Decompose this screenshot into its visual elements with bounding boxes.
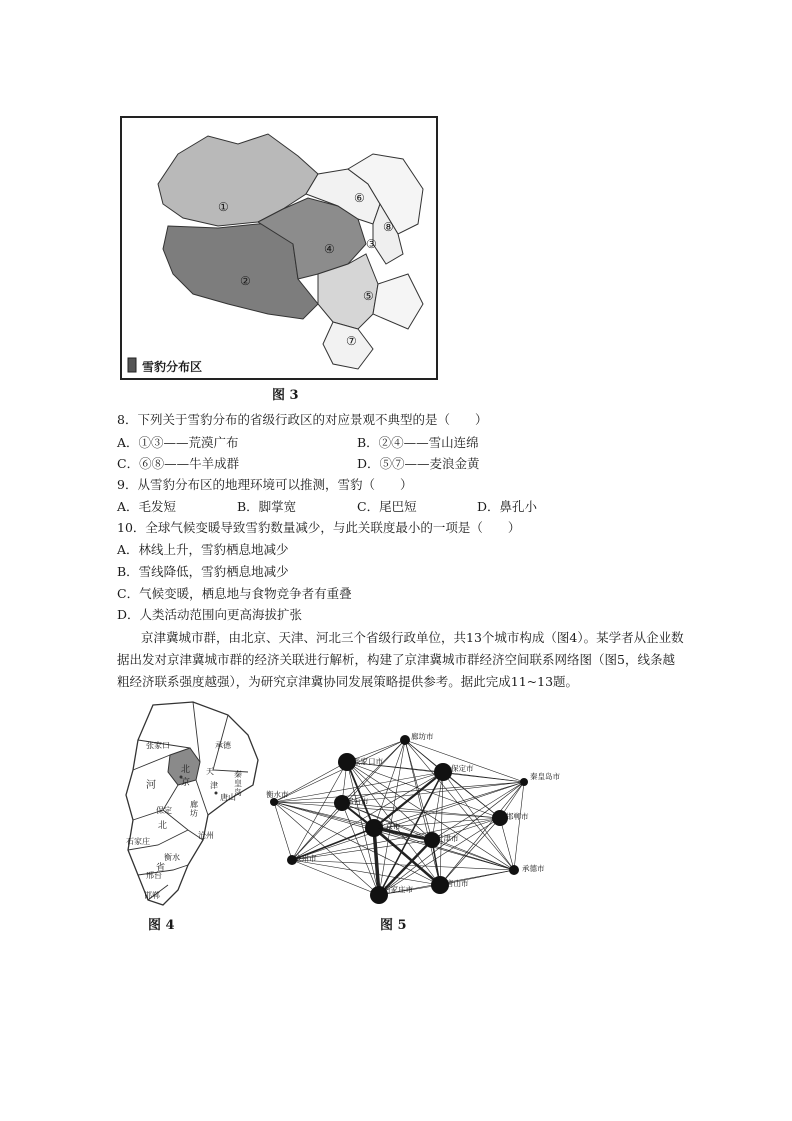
map-legend-label: 雪豹分布区: [142, 360, 203, 374]
question-8-option-b: B．②④——雪山连绵: [357, 435, 479, 450]
snow-leopard-map: [118, 114, 440, 382]
map4-label-he: 河: [146, 780, 156, 791]
network-edge: [292, 860, 440, 885]
question-10-option-d: D．人类活动范围向更高海拔扩张: [117, 607, 303, 622]
figure-4-caption: 图 4: [148, 918, 175, 933]
map4-label-jin: 津: [210, 781, 218, 790]
region-marker-8: ⑧: [383, 220, 394, 234]
map4-label-handan: 邯郸: [144, 891, 160, 900]
region-marker-5: ⑤: [363, 289, 374, 303]
question-9-option-a: A．毛发短: [117, 499, 177, 514]
figure-4-map: [118, 700, 268, 922]
map4-label-zhangjiakou: 张家口: [146, 741, 170, 750]
question-9-option-c: C．尾巴短: [357, 499, 417, 514]
network-edge: [274, 740, 405, 802]
network-edge: [432, 782, 524, 840]
network-node-label: 北京市: [378, 822, 401, 831]
question-10-option-c: C．气候变暖，栖息地与食物竞争者有重叠: [117, 586, 352, 601]
network-node-label: 唐山市: [446, 879, 469, 888]
map4-label-shijiazhuang: 石家庄: [126, 837, 150, 846]
figure-3-caption: 图 3: [272, 388, 299, 403]
question-9-option-d: D．鼻孔小: [477, 499, 538, 514]
map4-label-bei: 北: [181, 765, 191, 775]
region-marker-2: ②: [240, 274, 251, 288]
network-node: [400, 735, 410, 745]
question-8-option-d: D．⑤⑦——麦浪金黄: [357, 456, 480, 471]
map4-label-cangzhou: 沧州: [198, 831, 214, 840]
question-8-option-a: A．①③——荒漠广布: [117, 435, 239, 450]
network-node-label: 承德市: [522, 864, 545, 873]
network-node-label: 天津市: [436, 834, 459, 843]
region-marker-7: ⑦: [346, 334, 357, 348]
map4-label-hengshui: 衡水: [164, 853, 180, 862]
network-node: [520, 778, 528, 786]
figure-3-map: [118, 114, 440, 382]
map4-label-langfang: 廊坊: [190, 800, 198, 818]
map4-label-bei-2: 北: [158, 821, 168, 831]
network-node-label: 保定市: [451, 764, 474, 773]
figure-5-network: [262, 730, 560, 918]
economic-network-graph: [262, 730, 560, 918]
map4-label-tangshan: 唐山: [220, 793, 236, 802]
network-node-label: 张家口市: [353, 757, 383, 766]
network-edge: [292, 860, 379, 895]
question-8-stem: 8．下列关于雪豹分布的省级行政区的对应景观不典型的是（ ）: [117, 412, 488, 427]
question-10-stem: 10．全球气候变暖导致雪豹数量减少，与此关联度最小的一项是（ ）: [117, 520, 521, 535]
region-marker-4: ④: [324, 242, 335, 256]
network-edge: [292, 762, 347, 860]
network-node-label: 石家庄市: [383, 885, 413, 894]
region-marker-6: ⑥: [354, 191, 365, 205]
map4-label-qinhuangdao: 秦皇岛: [234, 770, 242, 797]
map4-label-xingtai: 邢台: [146, 871, 162, 880]
network-edge: [443, 772, 524, 782]
network-edge: [274, 782, 524, 802]
network-edge: [274, 802, 292, 860]
question-10-option-a: A．林线上升，雪豹栖息地减少: [117, 542, 289, 557]
network-node-label: 秦皇岛市: [530, 772, 560, 781]
network-node-label: 邯郸市: [506, 812, 529, 821]
map4-label-jing: 京: [181, 778, 191, 788]
map4-label-tian: 天: [206, 767, 214, 776]
network-node-label: 衡水市: [266, 790, 289, 799]
map4-label-sheng: 省: [156, 863, 166, 873]
region-marker-1: ①: [218, 200, 229, 214]
network-edge: [292, 782, 524, 860]
question-9-option-b: B．脚掌宽: [237, 499, 297, 514]
network-node-label: 邢台市: [346, 797, 369, 806]
network-node: [270, 798, 278, 806]
passage-paragraph: 京津冀城市群，由北京、天津、河北三个省级行政单位，共13个城市构成（图4）。某学者从企业数据出发对京津冀城市群的经济关联进行解析，构建了京津冀城市群经济空间联系网络图（图5，线条越粗经济联系强度越强），为研究京津冀协同发展策略提供参考。据此完成11~13题。: [117, 630, 684, 689]
question-8-option-c: C．⑥⑧——牛羊成群: [117, 456, 240, 471]
map4-label-baoding: 保定: [156, 806, 172, 815]
region-marker-3: ③: [366, 237, 377, 251]
network-node-label: 沧州市: [294, 854, 317, 863]
network-node: [509, 865, 519, 875]
network-node: [434, 763, 452, 781]
map4-label-chengde: 承德: [215, 741, 231, 750]
figure-5-caption: 图 5: [380, 918, 407, 933]
question-10-option-b: B．雪线降低，雪豹栖息地减少: [117, 564, 289, 579]
network-node-label: 廊坊市: [411, 732, 434, 741]
question-9-stem: 9．从雪豹分布区的地理环境可以推测，雪豹（ ）: [117, 477, 413, 492]
